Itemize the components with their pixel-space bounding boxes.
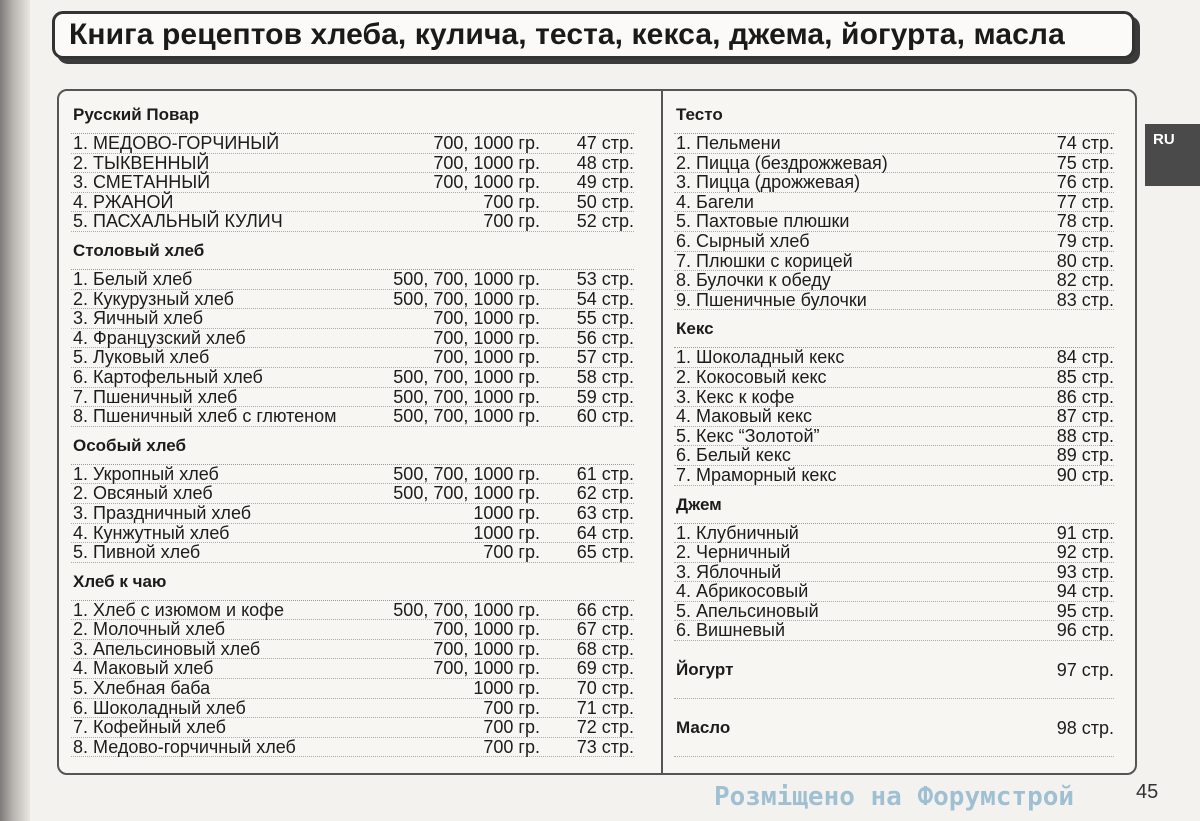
recipe-name: 3. Праздничный хлеб [73,502,252,523]
recipe-row [71,484,634,504]
recipe-name: 3. Апельсиновый хлеб [73,638,261,659]
recipe-row [71,173,634,193]
recipe-page: 93 стр. [1056,561,1114,582]
recipe-page: 91 стр. [1056,522,1114,543]
recipe-name: 7. Пшеничный хлеб [73,386,238,407]
recipe-weight: 500, 700, 1000 гр. [393,366,540,387]
recipe-row [674,173,1114,193]
recipe-row [71,329,634,349]
recipe-row [674,602,1114,622]
recipe-weight: 700, 1000 гр. [433,347,540,368]
recipe-weight: 700 гр. [483,542,540,563]
recipe-name: 7. Плюшки с корицей [676,250,853,271]
recipe-row [674,252,1114,272]
recipe-row [71,270,634,290]
column-divider [661,89,663,775]
recipe-page: 55 стр. [576,308,634,329]
recipe-name: 6. Белый кекс [676,445,791,466]
recipe-weight: 700, 1000 гр. [433,152,540,173]
recipe-row [71,348,634,368]
single-entry-page: 98 стр. [1056,718,1114,739]
recipe-name: 6. Шоколадный хлеб [73,697,246,718]
recipe-row [674,524,1114,544]
left-column [71,96,634,757]
recipe-name: 8. Пшеничный хлеб с глютеном [73,406,337,427]
recipe-name: 5. Хлебная баба [73,678,211,699]
recipe-name: 3. СМЕТАННЫЙ [73,172,211,193]
recipe-page: 78 стр. [1056,211,1114,232]
recipe-name: 4. Багели [676,191,754,212]
recipe-page: 84 стр. [1056,347,1114,368]
right-singles [674,641,1114,757]
recipe-row [71,718,634,738]
recipe-section [71,232,634,427]
recipe-page: 83 стр. [1056,289,1114,310]
recipe-page: 96 стр. [1056,620,1114,641]
recipe-page: 77 стр. [1056,191,1114,212]
recipe-row [71,524,634,544]
recipe-row [71,465,634,485]
recipe-page: 57 стр. [576,347,634,368]
recipe-row [674,232,1114,252]
recipe-row [71,309,634,329]
recipe-row [674,291,1114,311]
single-entry-label: Масло [676,718,731,738]
recipe-name: 2. Пицца (бездрожжевая) [676,152,888,173]
recipe-row [674,368,1114,388]
recipe-name: 8. Медово-горчичный хлеб [73,736,296,757]
recipe-weight: 500, 700, 1000 гр. [393,288,540,309]
recipe-page: 80 стр. [1056,250,1114,271]
recipe-name: 1. Клубничный [676,522,799,543]
recipe-weight: 700, 1000 гр. [433,172,540,193]
recipe-weight: 500, 700, 1000 гр. [393,268,540,289]
recipe-name: 4. Маковый хлеб [73,658,214,679]
recipe-name: 2. Овсяный хлеб [73,483,213,504]
recipe-weight: 700 гр. [483,736,540,757]
recipe-name: 4. Французский хлеб [73,327,246,348]
recipe-page: 61 стр. [576,463,634,484]
recipe-weight: 500, 700, 1000 гр. [393,406,540,427]
section-title: Хлеб к чаю [71,563,634,601]
recipe-name: 2. Кокосовый кекс [676,366,827,387]
recipe-weight: 700, 1000 гр. [433,133,540,153]
recipe-name: 4. РЖАНОЙ [73,191,174,212]
recipe-row [674,348,1114,368]
recipe-page: 71 стр. [576,697,634,718]
recipe-name: 2. Черничный [676,542,791,563]
recipe-name: 5. Апельсиновый [676,600,819,621]
recipe-page: 70 стр. [576,678,634,699]
recipe-page: 48 стр. [576,152,634,173]
recipe-row [71,193,634,213]
watermark: Розміщено на Форумстрой [714,782,1075,812]
recipe-row [71,620,634,640]
recipe-page: 49 стр. [576,172,634,193]
single-entry-row [674,641,1114,699]
recipe-weight: 700 гр. [483,717,540,738]
section-title: Особый хлеб [71,427,634,465]
recipe-page: 95 стр. [1056,600,1114,621]
recipe-page: 68 стр. [576,638,634,659]
recipe-section [674,310,1114,485]
recipe-row [674,212,1114,232]
recipe-name: 1. МЕДОВО-ГОРЧИНЫЙ [73,133,280,153]
recipe-page: 63 стр. [576,502,634,523]
recipe-page: 82 стр. [1056,270,1114,291]
recipe-name: 6. Картофельный хлеб [73,366,263,387]
recipe-weight: 700, 1000 гр. [433,327,540,348]
section-title: Джем [674,486,1114,524]
recipe-page: 59 стр. [576,386,634,407]
recipe-row [71,543,634,563]
recipe-page: 73 стр. [576,736,634,757]
recipe-page: 69 стр. [576,658,634,679]
recipe-name: 4. Кунжутный хлеб [73,522,230,543]
recipe-name: 3. Яблочный [676,561,782,582]
recipe-name: 1. Шоколадный кекс [676,347,845,368]
recipe-row [71,504,634,524]
book-spine-shadow [0,0,30,821]
recipe-row [71,368,634,388]
recipe-row [674,134,1114,154]
recipe-name: 5. Пивной хлеб [73,542,201,563]
recipe-page: 50 стр. [576,191,634,212]
recipe-row [674,154,1114,174]
recipe-name: 5. Пахтовые плюшки [676,211,850,232]
recipe-page: 60 стр. [576,406,634,427]
page-number: 45 [1136,781,1159,803]
recipe-row [674,446,1114,466]
recipe-row [71,154,634,174]
recipe-page: 53 стр. [576,268,634,289]
recipe-row [674,193,1114,213]
recipe-row [674,388,1114,408]
recipe-row [71,679,634,699]
single-entry-page: 97 стр. [1056,660,1114,681]
recipe-name: 8. Булочки к обеду [676,270,831,291]
recipe-weight: 700, 1000 гр. [433,619,540,640]
page-title: Книга рецептов хлеба, кулича, теста, кекса, джема, йогурта, масла [69,18,1065,51]
recipe-page: 47 стр. [576,133,634,153]
recipe-row [71,659,634,679]
recipe-name: 9. Пшеничные булочки [676,289,867,310]
recipe-name: 2. ТЫКВЕННЫЙ [73,152,210,173]
recipe-weight: 1000 гр. [473,678,540,699]
recipe-name: 4. Абрикосовый [676,581,809,602]
recipe-row [674,621,1114,641]
single-entry-label: Йогурт [676,660,734,680]
recipe-row [674,271,1114,291]
recipe-name: 1. Хлеб с изюмом и кофе [73,599,284,620]
recipe-name: 3. Кекс к кофе [676,386,795,407]
recipe-section [71,563,634,758]
recipe-page: 94 стр. [1056,581,1114,602]
recipe-page: 88 стр. [1056,425,1114,446]
title-box [52,11,1135,59]
recipe-weight: 500, 700, 1000 гр. [393,463,540,484]
recipe-page: 58 стр. [576,366,634,387]
recipe-name: 6. Вишневый [676,620,786,641]
recipe-row [674,563,1114,583]
recipe-name: 3. Яичный хлеб [73,308,203,329]
recipe-name: 1. Белый хлеб [73,268,193,289]
recipe-page: 85 стр. [1056,366,1114,387]
recipe-page: 54 стр. [576,288,634,309]
recipe-page: 92 стр. [1056,542,1114,563]
recipe-name: 6. Сырный хлеб [676,230,810,251]
recipe-weight: 500, 700, 1000 гр. [393,386,540,407]
recipe-row [71,212,634,232]
recipe-row [71,134,634,154]
language-tab: RU [1145,124,1200,186]
recipe-page: 90 стр. [1056,464,1114,485]
recipe-weight: 700, 1000 гр. [433,308,540,329]
section-title: Русский Повар [71,96,634,134]
recipe-weight: 1000 гр. [473,502,540,523]
recipe-section [674,96,1114,310]
recipe-weight: 700, 1000 гр. [433,658,540,679]
recipe-page: 66 стр. [576,599,634,620]
recipe-page: 52 стр. [576,211,634,232]
right-column [674,96,1114,757]
recipe-page: 87 стр. [1056,406,1114,427]
recipe-name: 1. Укропный хлеб [73,463,219,484]
recipe-page: 76 стр. [1056,172,1114,193]
recipe-row [71,699,634,719]
recipe-section [71,96,634,232]
recipe-weight: 700 гр. [483,697,540,718]
recipe-page: 65 стр. [576,542,634,563]
recipe-page: 62 стр. [576,483,634,504]
single-entry-row [674,699,1114,757]
recipe-page: 74 стр. [1056,133,1114,153]
recipe-weight: 700, 1000 гр. [433,638,540,659]
recipe-name: 1. Пельмени [676,133,781,153]
recipe-row [71,738,634,758]
recipe-weight: 700 гр. [483,211,540,232]
recipe-name: 7. Кофейный хлеб [73,717,226,738]
recipe-page: 75 стр. [1056,152,1114,173]
recipe-section [674,486,1114,642]
recipe-weight: 500, 700, 1000 гр. [393,483,540,504]
recipe-row [674,466,1114,486]
right-sections [674,96,1114,641]
recipe-row [674,407,1114,427]
recipe-row [71,407,634,427]
recipe-page: 79 стр. [1056,230,1114,251]
recipe-name: 3. Пицца (дрожжевая) [676,172,861,193]
recipe-page: 86 стр. [1056,386,1114,407]
recipe-row [71,388,634,408]
recipe-page: 56 стр. [576,327,634,348]
recipe-row [674,582,1114,602]
recipe-section [71,427,634,563]
section-title: Кекс [674,310,1114,348]
recipe-weight: 1000 гр. [473,522,540,543]
section-title: Тесто [674,96,1114,134]
recipe-page: 67 стр. [576,619,634,640]
recipe-name: 5. Луковый хлеб [73,347,210,368]
recipe-page: 89 стр. [1056,445,1114,466]
recipe-name: 7. Мраморный кекс [676,464,837,485]
recipe-page: 64 стр. [576,522,634,543]
recipe-name: 5. ПАСХАЛЬНЫЙ КУЛИЧ [73,211,283,232]
recipe-row [71,601,634,621]
recipe-weight: 700 гр. [483,191,540,212]
recipe-name: 4. Маковый кекс [676,406,813,427]
recipe-name: 5. Кекс “Золотой” [676,425,820,446]
recipe-row [674,543,1114,563]
recipe-name: 2. Молочный хлеб [73,619,226,640]
recipe-row [674,427,1114,447]
recipe-weight: 500, 700, 1000 гр. [393,599,540,620]
recipe-page: 72 стр. [576,717,634,738]
recipe-row [71,640,634,660]
recipe-row [71,290,634,310]
section-title: Столовый хлеб [71,232,634,270]
recipe-name: 2. Кукурузный хлеб [73,288,234,309]
